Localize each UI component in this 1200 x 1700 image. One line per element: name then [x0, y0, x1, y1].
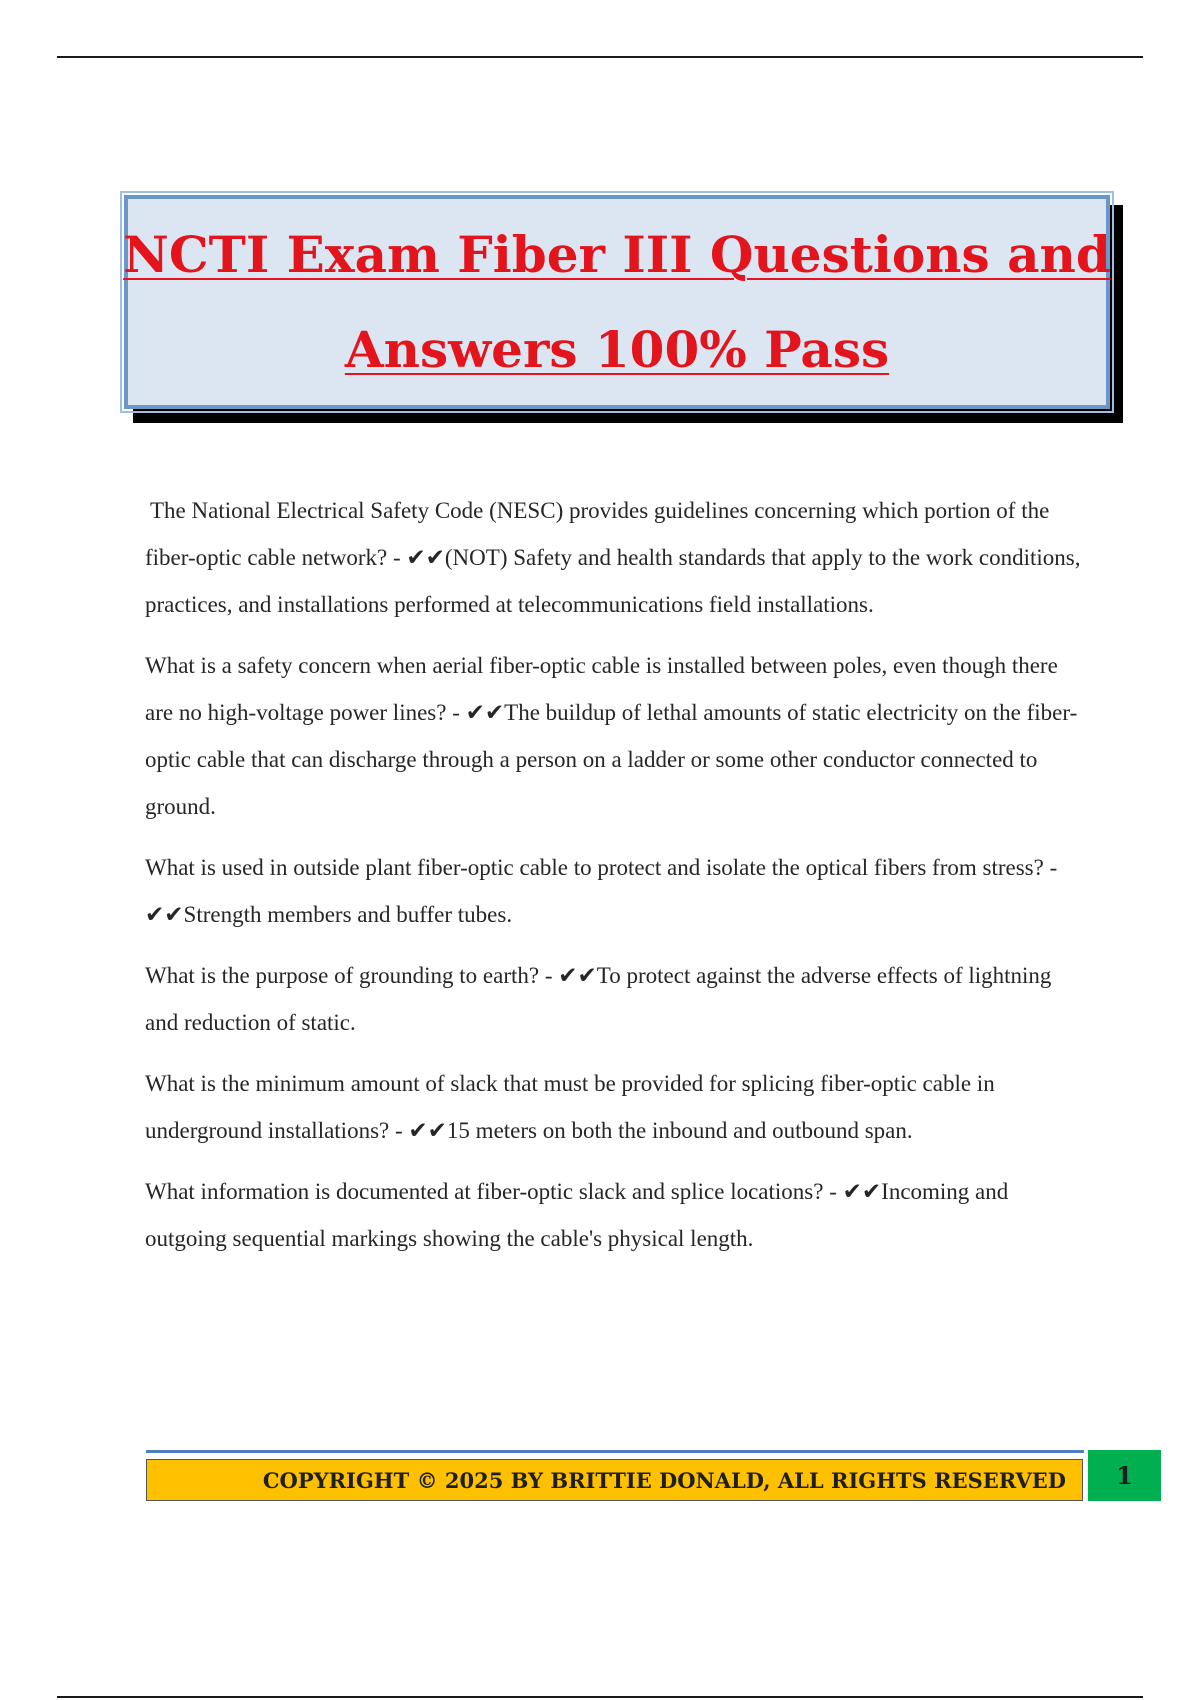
qa-item: What is the purpose of grounding to earth? - ✔✔To protect against the adverse effects of lightning and reduction of static. [145, 963, 1052, 1035]
copyright-bar [146, 1459, 1083, 1501]
qa-item: What information is documented at fiber-optic slack and splice locations? - ✔✔Incoming and outgoing sequential markings showing the cable's physical length. [145, 1179, 1009, 1251]
qa-item: What is the minimum amount of slack that must be provided for splicing fiber-optic cable in underground installations? - ✔✔15 meters on both the inbound and outbound span. [145, 1071, 995, 1143]
footer-divider [146, 1450, 1084, 1453]
page-number-box [1088, 1450, 1161, 1501]
title-box [124, 195, 1110, 409]
qa-item: The National Electrical Safety Code (NESC) provides guidelines concerning which portion of the fiber-optic cable network? - ✔✔(NOT) Safety and health standards that apply to the work conditions, practices, and installations performed at telecommunications field installations. [145, 498, 1081, 617]
qa-list [145, 487, 1085, 1276]
page-number: 1 [1116, 1461, 1133, 1490]
document-title-line-1: NCTI Exam Fiber III Questions and [123, 225, 1111, 284]
qa-item: What is used in outside plant fiber-optic cable to protect and isolate the optical fibers from stress? - ✔✔Strength members and buffer tubes. [145, 855, 1058, 927]
qa-item: What is a safety concern when aerial fiber-optic cable is installed between poles, even though there are no high-voltage power lines? - ✔✔The buildup of lethal amounts of static electricity on the fiber-optic cable that can discharge through a person on a ladder or some other conductor connected to ground. [145, 653, 1078, 819]
top-rule [57, 56, 1143, 58]
copyright-text: COPYRIGHT © 2025 BY BRITTIE DONALD, ALL RIGHTS RESERVED [262, 1467, 1066, 1493]
bottom-rule [57, 1696, 1143, 1698]
document-title-line-2: Answers 100% Pass [344, 320, 890, 379]
